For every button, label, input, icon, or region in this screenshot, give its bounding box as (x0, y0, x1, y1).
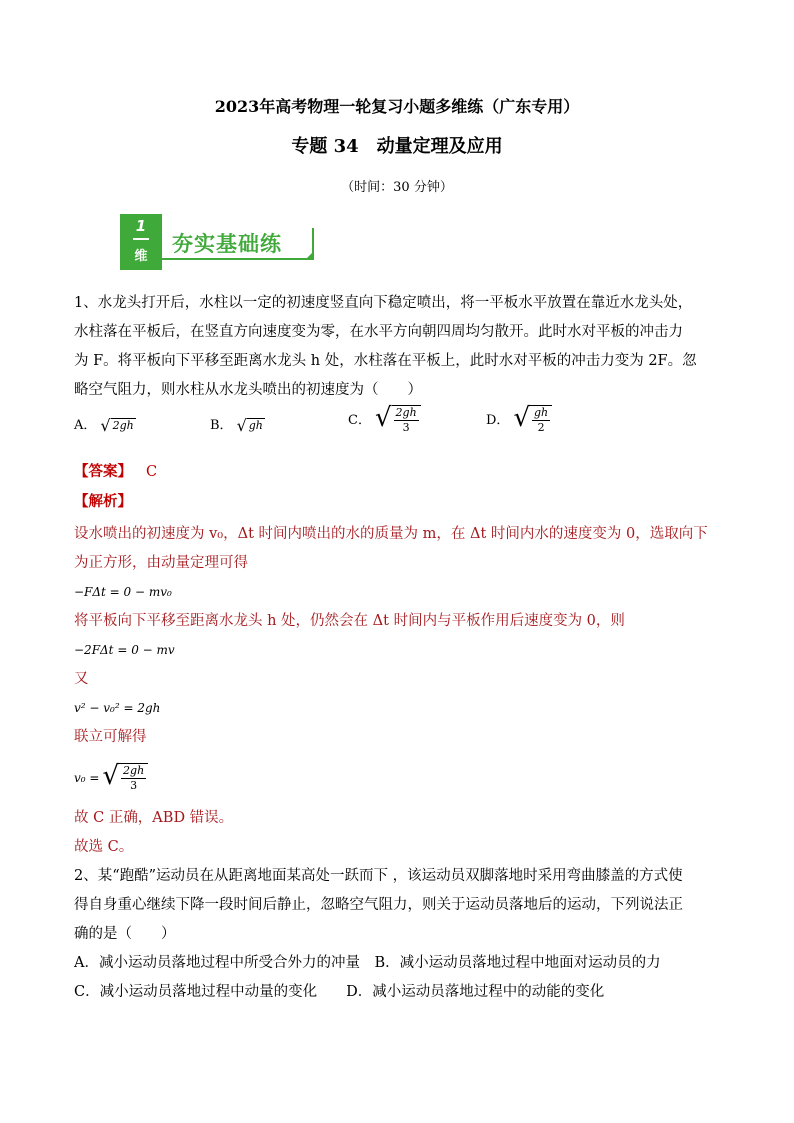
q1-options (74, 405, 734, 457)
q2-stem-line: 2、某“跑酷”运动员在从距离地面某高处一跃而下 ，该运动员双脚落地时采用弯曲膝盖的方式使 (74, 868, 683, 884)
answer-row (74, 457, 734, 487)
q1-option-b: B． √ gh (210, 415, 263, 435)
q1-option-d: D． √ $\frac{gh}{2}$ (486, 405, 552, 435)
section-banner (120, 214, 320, 270)
banner-corner-triangle (306, 252, 313, 259)
analysis-label: 【解析】 (74, 493, 132, 510)
topic-title: 专题 34 动量定理及应用 (291, 136, 503, 157)
equation-result: v₀ = √ $\frac{2gh}{3}$ (74, 752, 734, 804)
dimension-label: 维 (134, 249, 148, 264)
question-content (74, 289, 734, 1007)
solution-line: 故 C 正确，ABD 错误。 (74, 810, 234, 826)
q1-stem-line: 1、水龙头打开后，水柱以一定的初速度竖直向下稳定喷出，将一平板水平放置在靠近水龙头处， (74, 295, 693, 311)
q2-stem-line: 得自身重心继续下降一段时间后静止，忽略空气阻力，则关于运动员落地后的运动，下列说法正 (74, 897, 683, 913)
section-title: 夯实基础练 (172, 232, 282, 256)
equation-kinematics: v² − v₀² = 2gh (74, 701, 161, 715)
solution-line: 将平板向下平移至距离水龙头 h 处，仍然会在 Δt 时间内与平板作用后速度变为 0，则 (74, 613, 625, 629)
q1-option-c: C． √ $\frac{2gh}{3}$ (348, 405, 421, 435)
dimension-number: 1 (135, 217, 147, 235)
answer-value: C (146, 464, 158, 480)
dimension-badge (120, 214, 162, 270)
q2-options-ab: A．减小运动员落地过程中所受合外力的冲量 B．减小运动员落地过程中地面对运动员的力 (74, 955, 661, 971)
document-title: 2023年高考物理一轮复习小题多维练（广东专用） (214, 97, 580, 116)
badge-divider (133, 238, 149, 240)
q2-options-cd: C．减小运动员落地过程中动量的变化 D．减小运动员落地过程中的动能的变化 (74, 984, 605, 1000)
solution-line: 故选 C。 (74, 839, 134, 855)
time-limit: （时间：30 分钟） (341, 180, 453, 195)
equation-momentum-1: −FΔt = 0 − mv₀ (74, 585, 172, 599)
solution-line: 设水喷出的初速度为 v₀，Δt 时间内喷出的水的质量为 m，在 Δt 时间内水的速度变为 0，选取向下 (74, 526, 708, 542)
solution-line: 联立可解得 (74, 729, 147, 745)
solution-line: 又 (74, 671, 89, 687)
solution-line: 为正方形，由动量定理可得 (74, 555, 248, 571)
q1-stem-line: 略空气阻力，则水柱从水龙头喷出的初速度为（ ） (74, 382, 422, 398)
equation-momentum-2: −2FΔt = 0 − mv (74, 643, 175, 657)
answer-label: 【答案】 (74, 463, 132, 480)
q1-stem-line: 水柱落在平板后，在竖直方向速度变为零，在水平方向朝四周均匀散开。此时水对平板的冲击力 (74, 324, 683, 340)
q2-stem-line: 确的是（ ） (74, 926, 176, 942)
q1-option-a: A． √ 2gh (74, 415, 134, 435)
q1-stem-line: 为 F。将平板向下平移至距离水龙头 h 处，水柱落在平板上，此时水对平板的冲击力变为 2F。忽 (74, 353, 697, 369)
